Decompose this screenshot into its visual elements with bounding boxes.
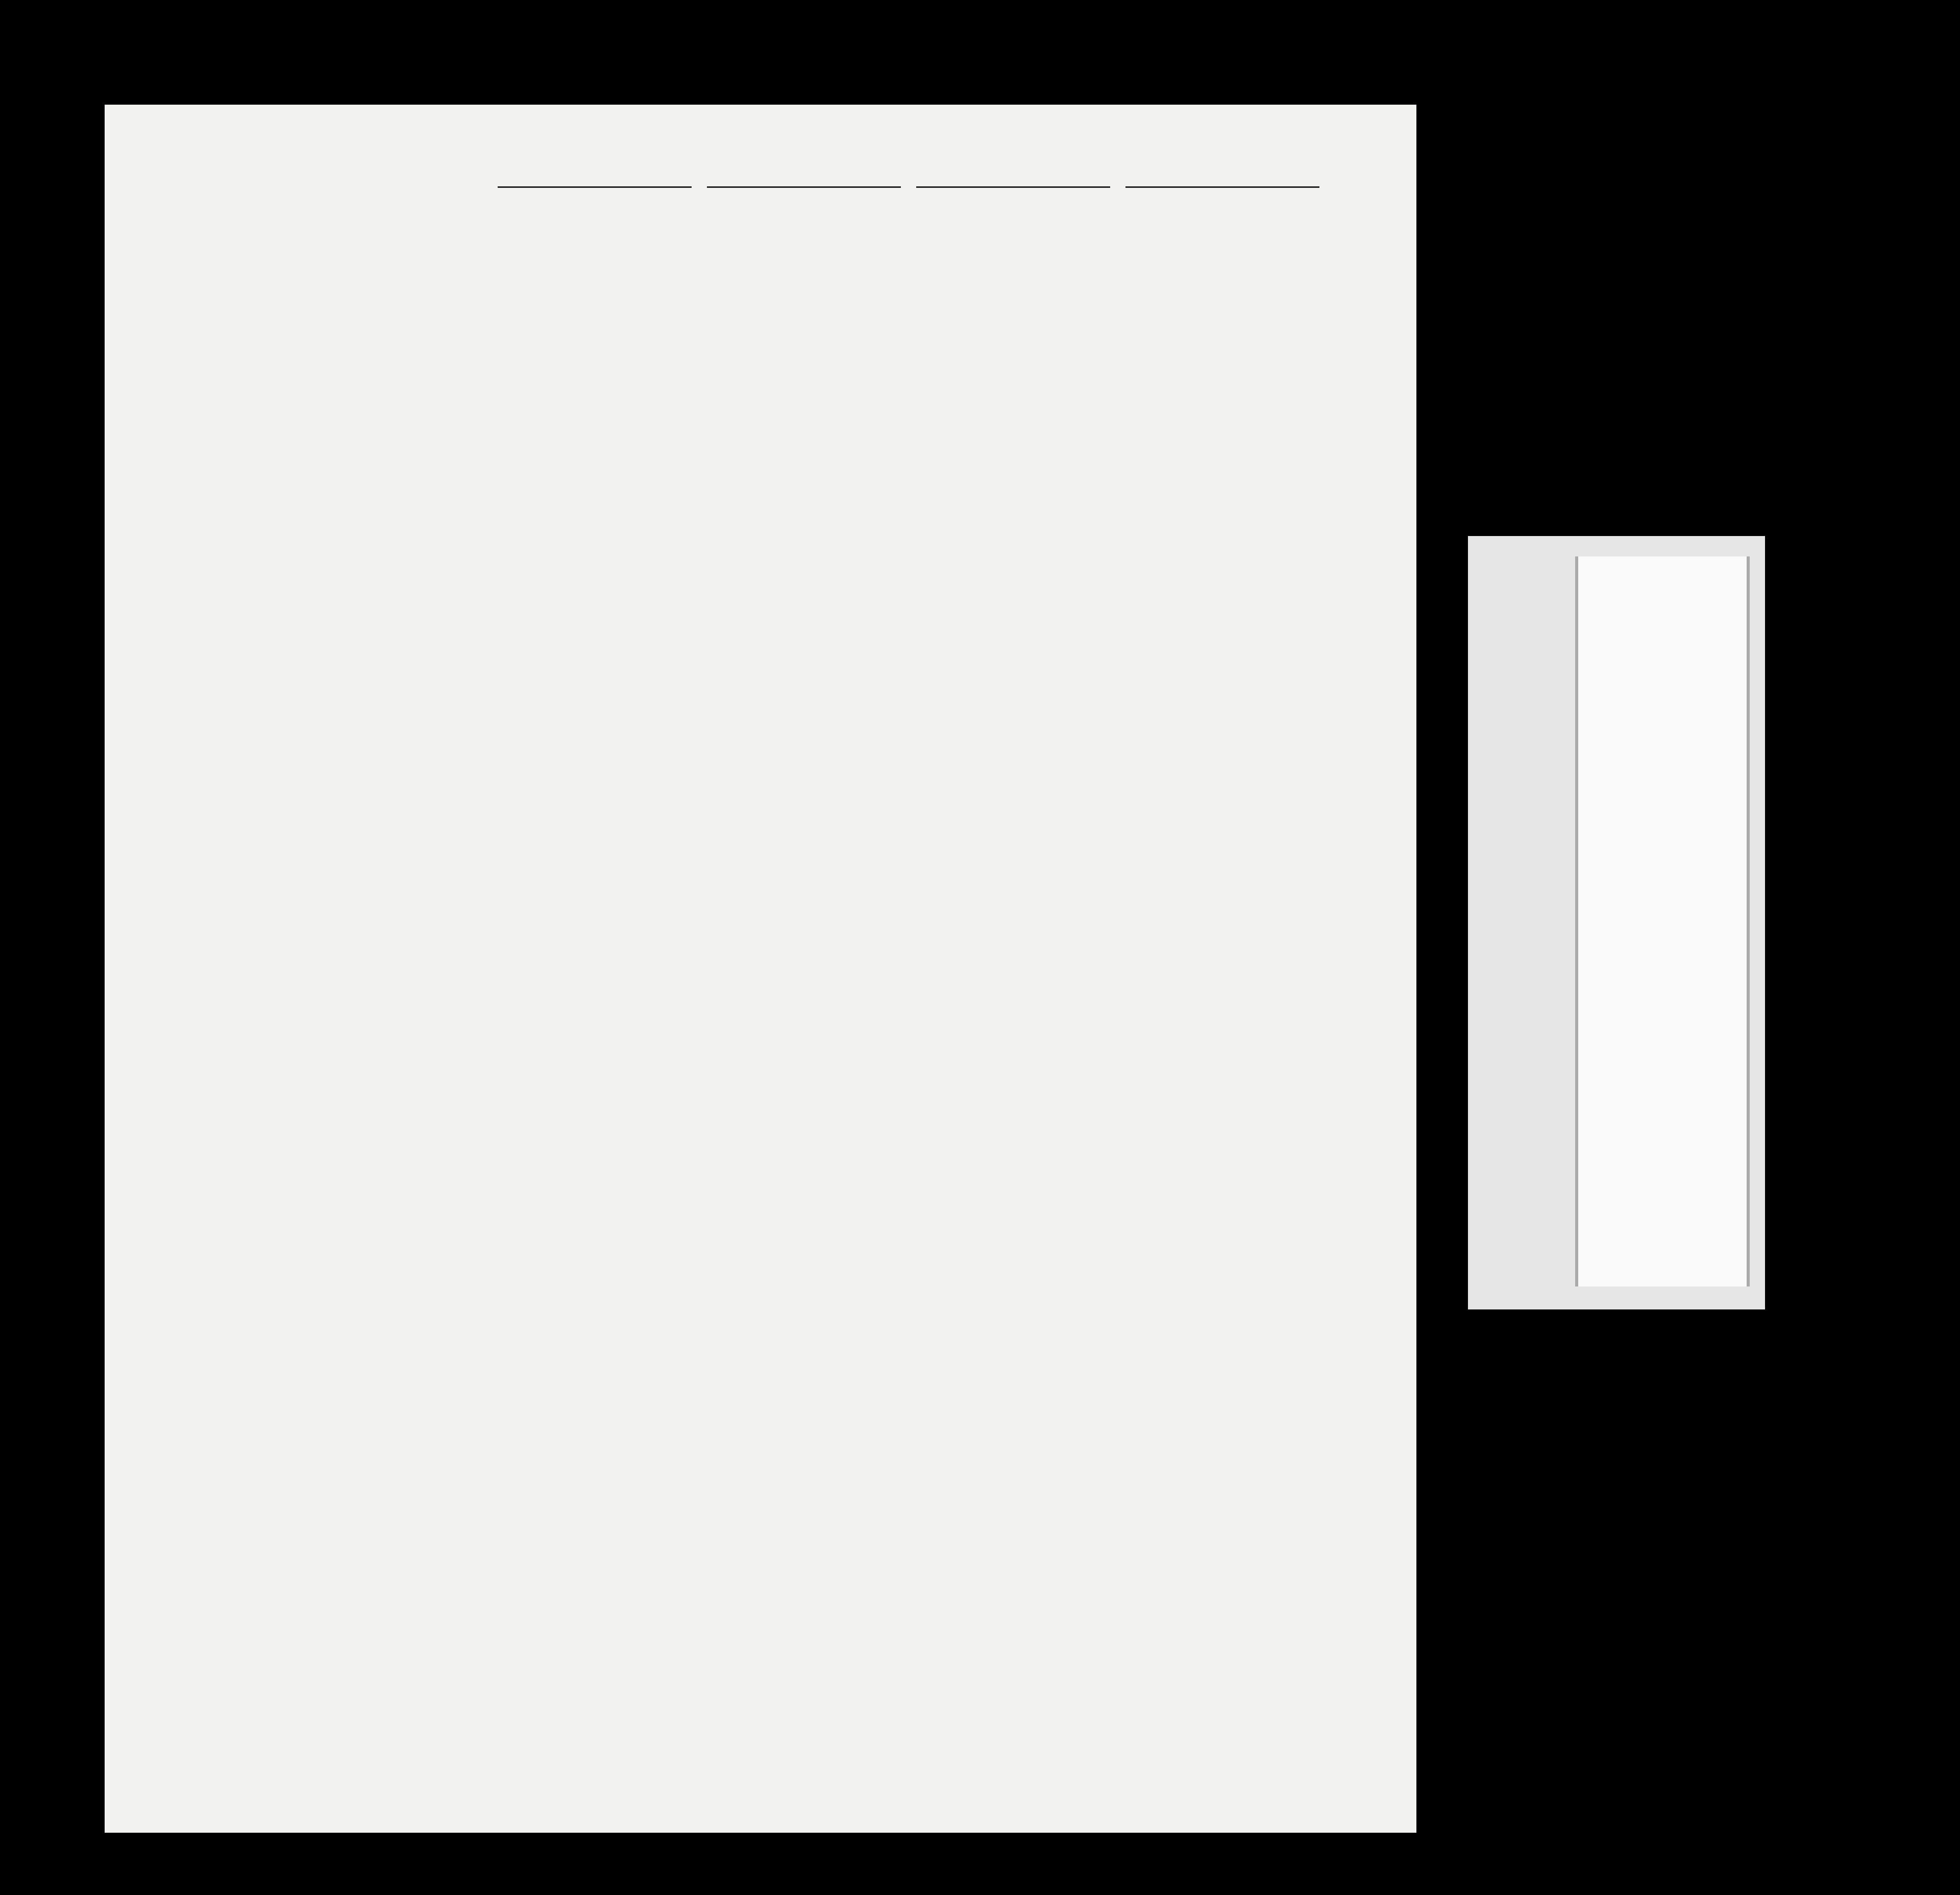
year-1951 xyxy=(1125,186,1319,189)
year-1921 xyxy=(498,186,692,189)
archive-card xyxy=(1468,536,1765,1309)
year-1941 xyxy=(916,186,1110,189)
archive-stamp-panel xyxy=(1575,556,1750,1286)
year-1931 xyxy=(707,186,901,189)
document-sheet xyxy=(105,105,1416,1833)
